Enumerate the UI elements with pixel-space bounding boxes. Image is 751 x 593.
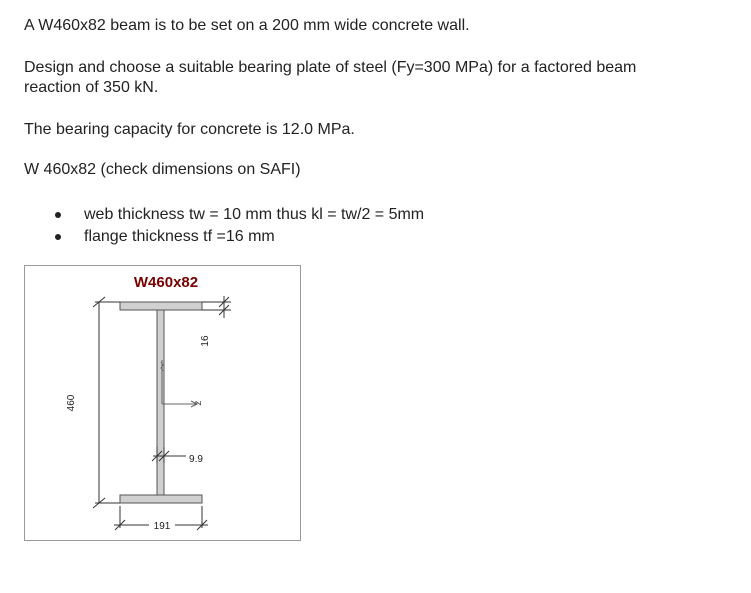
flange-width-label: 191 bbox=[153, 521, 171, 532]
problem-line-2b: reaction of 350 kN. bbox=[24, 79, 159, 96]
dimension-list bbox=[52, 204, 424, 248]
depth-dimension bbox=[93, 297, 120, 508]
web bbox=[157, 310, 164, 495]
i-beam-shape bbox=[120, 302, 202, 503]
web-thickness-dimension bbox=[152, 447, 186, 463]
section-title: W460x82 bbox=[133, 274, 199, 291]
section-diagram bbox=[24, 265, 301, 541]
bottom-flange bbox=[120, 495, 202, 503]
web-thickness-label: 9.9 bbox=[189, 454, 203, 465]
problem-line-3: The bearing capacity for concrete is 12.0 MPa. bbox=[24, 121, 355, 138]
z-axis-arrow bbox=[161, 360, 197, 407]
list-item-flange-thickness: flange thickness tf =16 mm bbox=[52, 226, 424, 248]
z-axis-label: z bbox=[193, 400, 204, 406]
problem-line-2a: Design and choose a suitable bearing plate of steel (Fy=300 MPa) for a factored beam bbox=[24, 59, 637, 76]
depth-label: 460 bbox=[66, 394, 77, 412]
flange-thickness-label: 16 bbox=[200, 335, 211, 347]
flange-thickness-dimension bbox=[202, 296, 231, 318]
list-item-web-thickness: web thickness tw = 10 mm thus kl = tw/2 = 5mm bbox=[52, 204, 424, 226]
problem-line-4: W 460x82 (check dimensions on SAFI) bbox=[24, 161, 301, 178]
top-flange bbox=[120, 302, 202, 310]
problem-line-1: A W460x82 beam is to be set on a 200 mm wide concrete wall. bbox=[24, 17, 470, 34]
